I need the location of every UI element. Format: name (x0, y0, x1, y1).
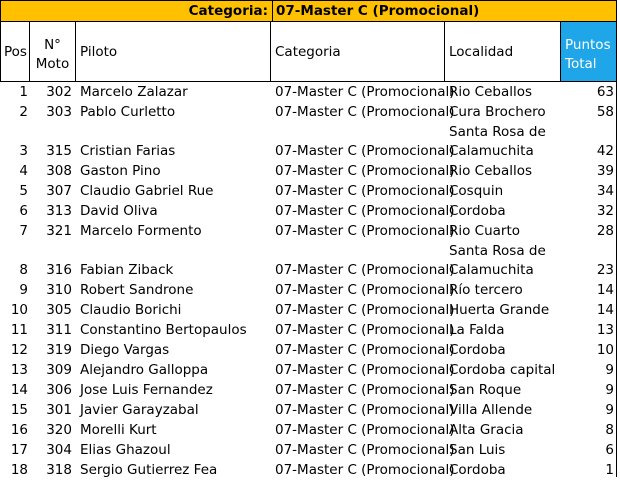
moto-cell: 313 (46, 203, 72, 219)
piloto-cell: Jose Luis Fernandez (80, 382, 213, 398)
localidad-cell: Cordoba (449, 203, 506, 219)
categoria-cell: 07-Master C (Promocional) (275, 402, 455, 418)
table-row (0, 280, 617, 300)
puntos-cell: 34 (596, 183, 614, 199)
table-row (0, 380, 617, 400)
moto-cell: 304 (46, 442, 72, 458)
pos-cell: 2 (19, 104, 28, 120)
localidad-cell: Cordoba (449, 342, 506, 358)
moto-cell: 301 (46, 402, 72, 418)
column-header-pos-label: Pos (4, 44, 27, 60)
piloto-cell: Constantino Bertopaulos (80, 322, 247, 338)
piloto-cell: Fabian Ziback (80, 262, 174, 278)
categoria-cell: 07-Master C (Promocional) (275, 163, 455, 179)
piloto-cell: Marcelo Zalazar (80, 84, 188, 100)
categoria-cell: 07-Master C (Promocional) (275, 183, 455, 199)
table-row (0, 82, 617, 102)
category-header-value: 07-Master C (Promocional) (276, 3, 480, 19)
moto-cell: 311 (46, 322, 72, 338)
pos-cell: 14 (10, 382, 28, 398)
table-row (0, 440, 617, 460)
piloto-cell: Alejandro Galloppa (80, 362, 209, 378)
piloto-cell: Marcelo Formento (80, 223, 202, 239)
localidad-cell: Huerta Grande (449, 302, 550, 318)
moto-cell: 320 (46, 422, 72, 438)
column-header-puntos (561, 22, 617, 82)
piloto-cell: Diego Vargas (80, 342, 170, 358)
pos-cell: 17 (10, 442, 28, 458)
localidad-cell: Cordoba capital (449, 362, 556, 378)
piloto-cell: Claudio Gabriel Rue (80, 183, 214, 199)
pos-cell: 5 (19, 183, 28, 199)
localidad-cell: Villa Allende (449, 402, 533, 418)
puntos-cell: 8 (605, 422, 614, 438)
moto-cell: 305 (46, 302, 72, 318)
table-row (0, 241, 617, 280)
puntos-cell: 1 (605, 462, 614, 478)
moto-cell: 316 (46, 262, 72, 278)
localidad-cell: La Falda (449, 322, 505, 338)
puntos-cell: 10 (596, 342, 614, 358)
puntos-cell: 14 (596, 302, 614, 318)
moto-cell: 315 (46, 143, 72, 159)
piloto-cell: Gaston Pino (80, 163, 161, 179)
pos-cell: 12 (10, 342, 28, 358)
categoria-cell: 07-Master C (Promocional) (275, 422, 455, 438)
table-row (0, 181, 617, 201)
localidad-cell: Cordoba (449, 462, 506, 478)
table-row (0, 102, 617, 122)
column-header-moto (30, 22, 76, 82)
table-row (0, 320, 617, 340)
pos-cell: 11 (10, 322, 28, 338)
piloto-cell: Claudio Borichi (80, 302, 182, 318)
localidad-cell: Río tercero (449, 282, 523, 298)
localidad-cell: Santa Rosa de Calamuchita (449, 124, 546, 159)
column-header-puntos-label: Puntos Total (565, 37, 611, 72)
table-row (0, 340, 617, 360)
column-header-categoria-label: Categoria (275, 44, 341, 60)
pos-cell: 9 (19, 282, 28, 298)
pos-cell: 18 (10, 462, 28, 478)
pos-cell: 4 (19, 163, 28, 179)
table-row (0, 161, 617, 181)
moto-cell: 318 (46, 462, 72, 478)
puntos-cell: 9 (605, 362, 614, 378)
localidad-cell: Rio Ceballos (449, 84, 533, 100)
column-header-piloto (76, 22, 271, 82)
table-row (0, 201, 617, 221)
localidad-cell: Cosquin (449, 183, 504, 199)
localidad-cell: San Roque (449, 382, 522, 398)
puntos-cell: 14 (596, 282, 614, 298)
moto-cell: 321 (46, 223, 72, 239)
pos-cell: 1 (19, 84, 28, 100)
pos-cell: 8 (19, 262, 28, 278)
column-header-moto-label: N° Moto (35, 37, 70, 72)
puntos-cell: 23 (596, 262, 614, 278)
moto-cell: 306 (46, 382, 72, 398)
categoria-cell: 07-Master C (Promocional) (275, 223, 455, 239)
table-row (0, 221, 617, 241)
puntos-cell: 13 (596, 322, 614, 338)
piloto-cell: Cristian Farias (80, 143, 176, 159)
column-header-pos (0, 22, 30, 82)
categoria-cell: 07-Master C (Promocional) (275, 442, 455, 458)
piloto-cell: Pablo Curletto (80, 104, 176, 120)
localidad-cell: Rio Ceballos (449, 163, 533, 179)
category-header (0, 0, 617, 22)
piloto-cell: Morelli Kurt (80, 422, 157, 438)
localidad-cell: San Luis (449, 442, 506, 458)
column-header-localidad (445, 22, 561, 82)
pos-cell: 10 (10, 302, 28, 318)
table-row (0, 400, 617, 420)
categoria-cell: 07-Master C (Promocional) (275, 104, 455, 120)
table-row (0, 420, 617, 440)
piloto-cell: Javier Garayzabal (80, 402, 199, 418)
moto-cell: 307 (46, 183, 72, 199)
localidad-cell: Cura Brochero (449, 104, 546, 120)
piloto-cell: Sergio Gutierrez Fea (80, 462, 218, 478)
categoria-cell: 07-Master C (Promocional) (275, 262, 455, 278)
categoria-cell: 07-Master C (Promocional) (275, 302, 455, 318)
puntos-cell: 63 (596, 84, 614, 100)
pos-cell: 6 (19, 203, 28, 219)
table-row (0, 460, 617, 480)
puntos-cell: 9 (605, 382, 614, 398)
categoria-cell: 07-Master C (Promocional) (275, 282, 455, 298)
table-row (0, 300, 617, 320)
piloto-cell: Elias Ghazoul (80, 442, 171, 458)
pos-cell: 16 (10, 422, 28, 438)
categoria-cell: 07-Master C (Promocional) (275, 462, 455, 478)
categoria-cell: 07-Master C (Promocional) (275, 322, 455, 338)
categoria-cell: 07-Master C (Promocional) (275, 362, 455, 378)
puntos-cell: 32 (596, 203, 614, 219)
puntos-cell: 42 (596, 143, 614, 159)
pos-cell: 3 (19, 143, 28, 159)
puntos-cell: 6 (605, 442, 614, 458)
categoria-cell: 07-Master C (Promocional) (275, 382, 455, 398)
puntos-cell: 39 (596, 163, 614, 179)
column-header-localidad-label: Localidad (449, 44, 514, 60)
column-header-piloto-label: Piloto (80, 44, 118, 60)
categoria-cell: 07-Master C (Promocional) (275, 342, 455, 358)
category-header-label: Categoria: (1, 1, 273, 21)
puntos-cell: 28 (596, 223, 614, 239)
localidad-cell: Santa Rosa de Calamuchita (449, 243, 546, 278)
categoria-cell: 07-Master C (Promocional) (275, 143, 455, 159)
moto-cell: 303 (46, 104, 72, 120)
moto-cell: 302 (46, 84, 72, 100)
moto-cell: 309 (46, 362, 72, 378)
piloto-cell: David Oliva (80, 203, 158, 219)
moto-cell: 319 (46, 342, 72, 358)
table-row (0, 360, 617, 380)
localidad-cell: Rio Cuarto (449, 223, 521, 239)
localidad-cell: Alta Gracia (449, 422, 524, 438)
table-row (0, 122, 617, 161)
categoria-cell: 07-Master C (Promocional) (275, 203, 455, 219)
puntos-cell: 58 (596, 104, 614, 120)
pos-cell: 13 (10, 362, 28, 378)
column-header-categoria (271, 22, 445, 82)
categoria-cell: 07-Master C (Promocional) (275, 84, 455, 100)
moto-cell: 308 (46, 163, 72, 179)
moto-cell: 310 (46, 282, 72, 298)
piloto-cell: Robert Sandrone (80, 282, 194, 298)
pos-cell: 15 (10, 402, 28, 418)
pos-cell: 7 (19, 223, 28, 239)
puntos-cell: 9 (605, 402, 614, 418)
